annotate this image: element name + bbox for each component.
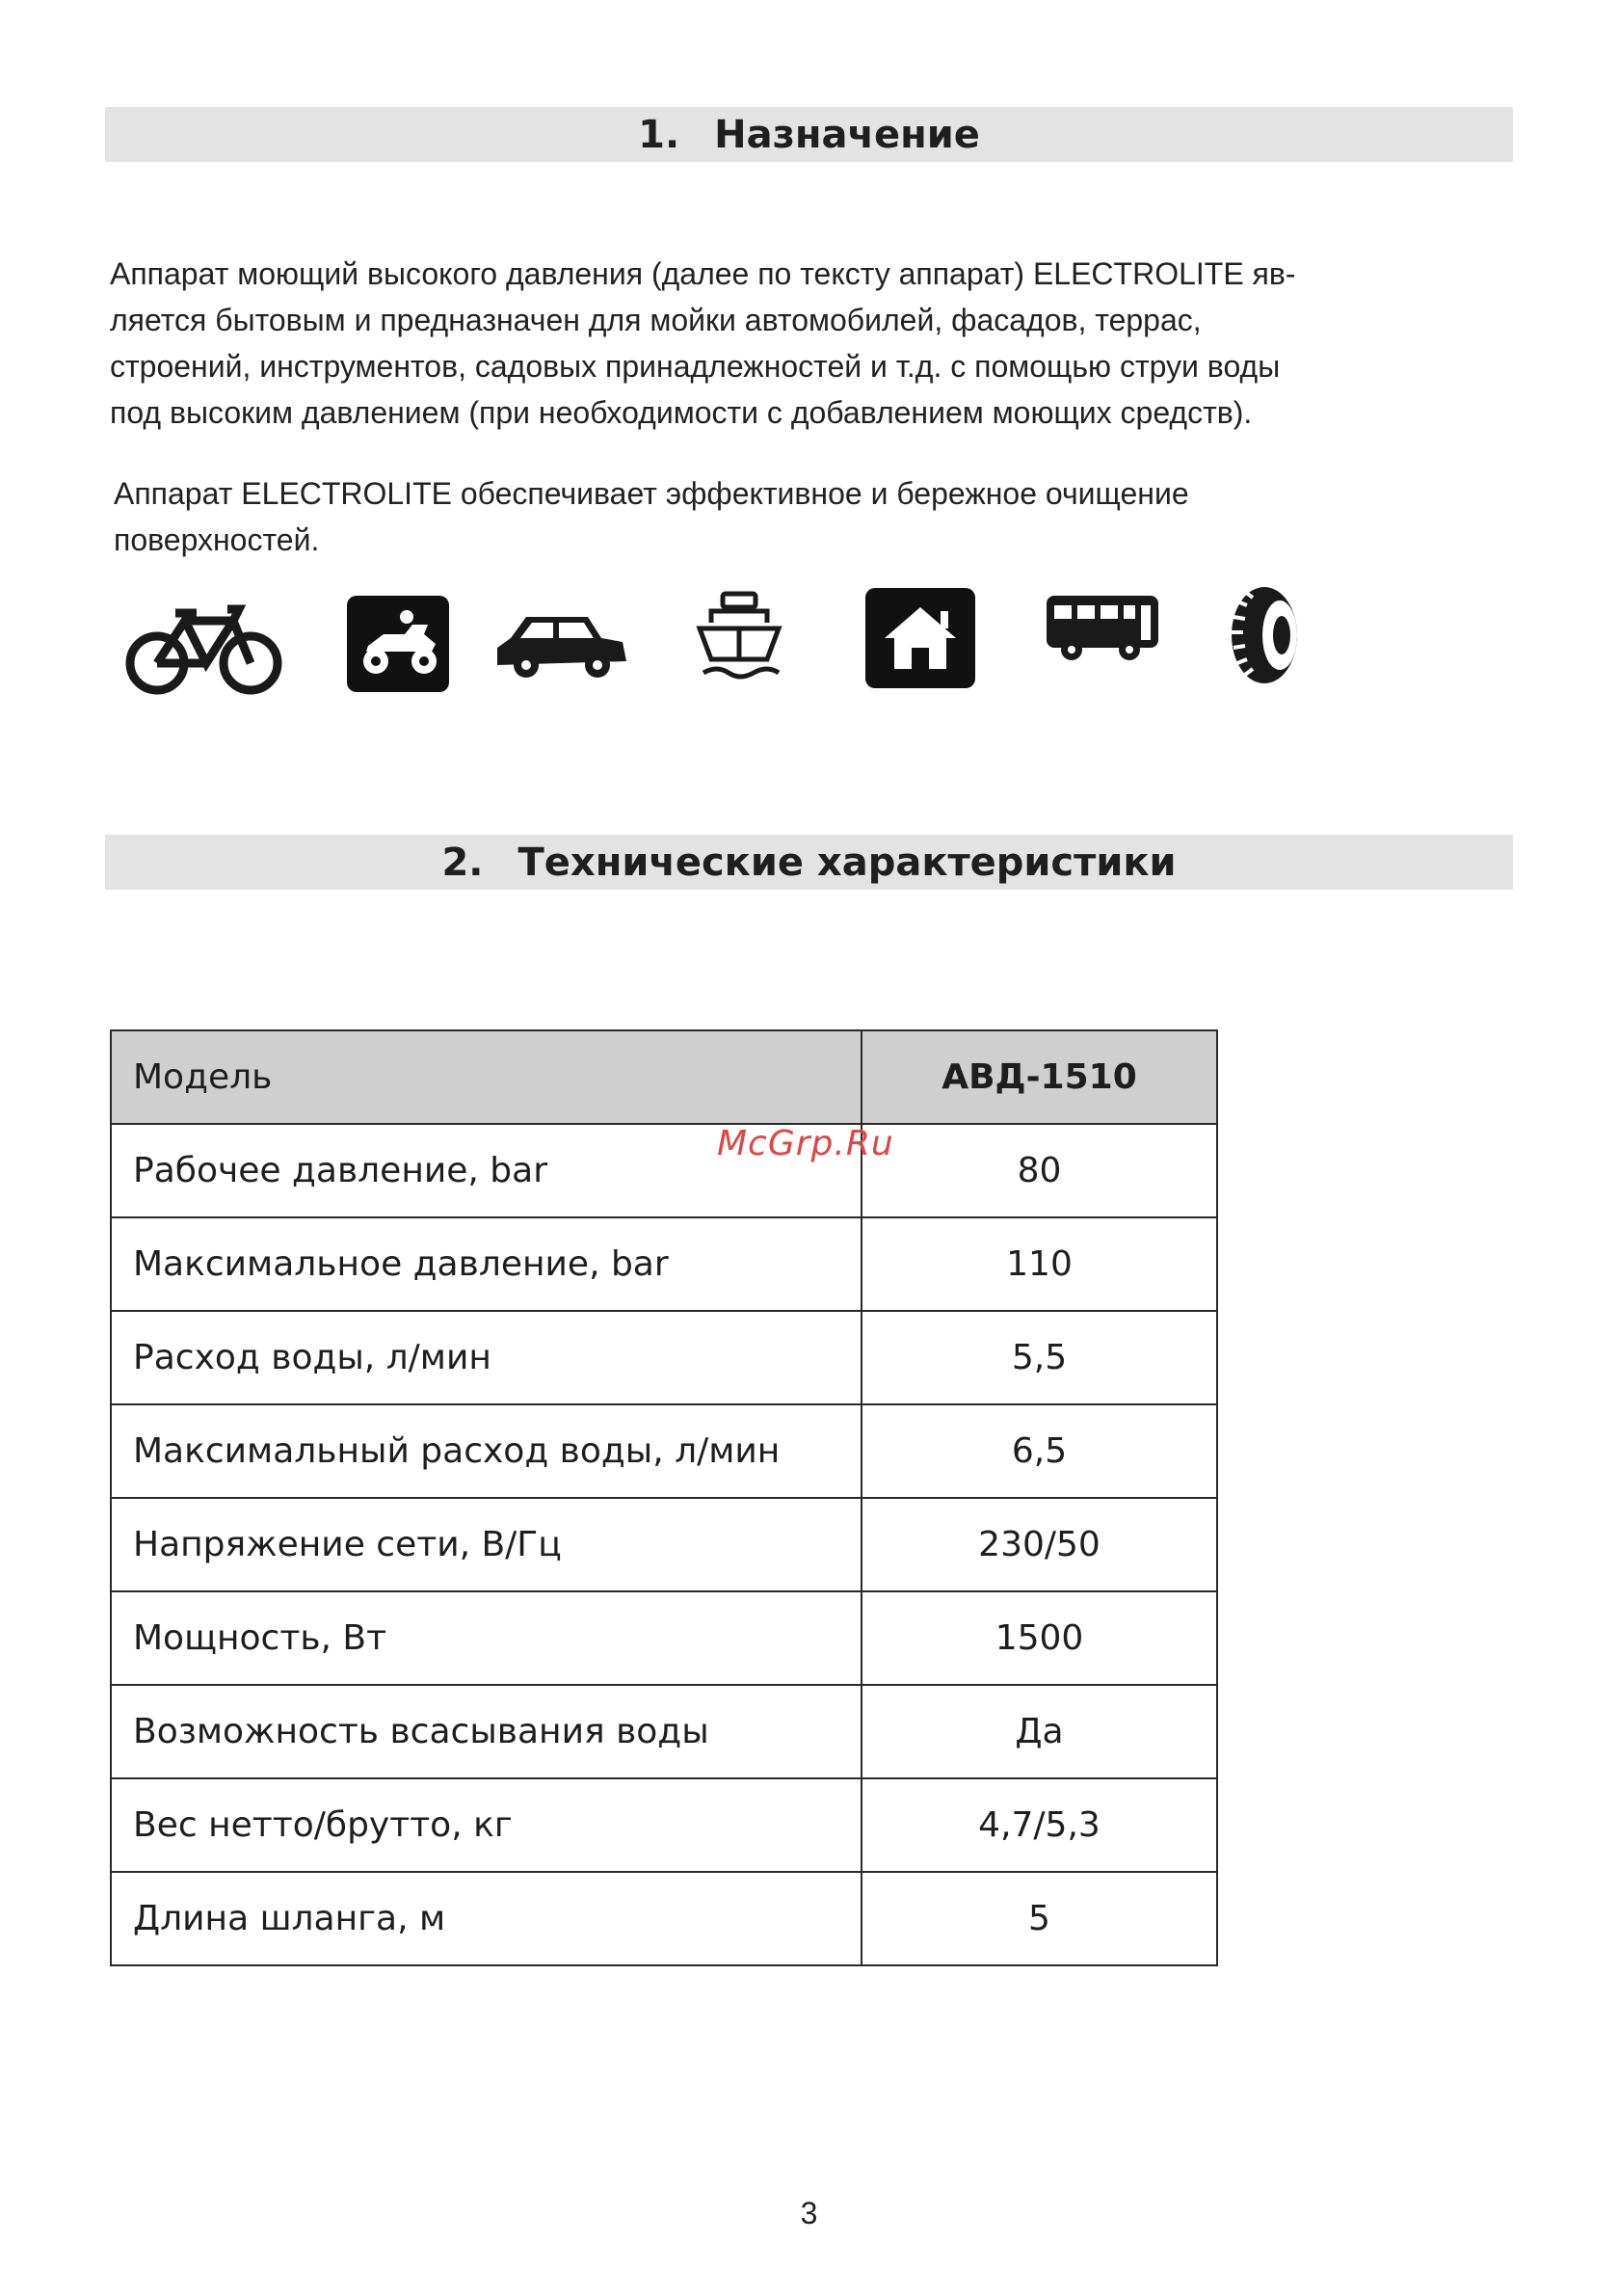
section-number: 2. [441,840,484,885]
table-header-row [111,1030,1217,1124]
header-cell-model: АВД-1510 [862,1030,1217,1124]
table-row [111,1217,1217,1311]
paragraph-line: строений, инструментов, садовых принадлежностей и т.д. с помощью струи воды [110,349,1281,384]
value-cell: Да [862,1685,1217,1778]
bus-icon [1045,592,1160,665]
parameter-cell: Длина шланга, м [111,1872,862,1965]
page-number: 3 [800,2196,818,2230]
parameter-cell: Максимальное давление, bar [111,1217,862,1311]
paragraph-line: Аппарат ELECTROLITE обеспечивает эффективное и бережное очищение [114,476,1189,511]
table-row [111,1591,1217,1685]
car-icon [493,609,628,681]
cleaning-paragraph [114,470,1501,563]
parameter-cell: Рабочее давление, bar [111,1124,862,1217]
paragraph-line: ляется бытовым и предназначен для мойки автомобилей, фасадов, террас, [110,303,1202,337]
tire-icon [1226,582,1313,688]
section-number: 1. [638,112,680,157]
parameter-cell: Расход воды, л/мин [111,1311,862,1404]
parameter-cell: Напряжение сети, В/Гц [111,1498,862,1591]
section-title: Технические характеристики [517,840,1177,885]
table-row [111,1124,1217,1217]
value-cell: 230/50 [862,1498,1217,1591]
specifications-table [110,1029,1218,1966]
table-row [111,1404,1217,1498]
paragraph-line: Аппарат моющий высокого давления (далее по тексту аппарат) ELECTROLITE яв- [110,256,1296,291]
table-row [111,1498,1217,1591]
section-2-heading [105,835,1513,890]
value-cell: 4,7/5,3 [862,1778,1217,1872]
application-icons [116,582,1359,698]
table-row [111,1872,1217,1965]
value-cell: 1500 [862,1591,1217,1685]
table-row [111,1778,1217,1872]
parameter-cell: Мощность, Вт [111,1591,862,1685]
parameter-cell: Максимальный расход воды, л/мин [111,1404,862,1498]
paragraph-line: под высоким давлением (при необходимости с добавлением моющих средств). [110,395,1253,430]
value-cell: 5 [862,1872,1217,1965]
table-row [111,1685,1217,1778]
section-title: Назначение [714,112,980,157]
bicycle-icon [125,601,284,698]
value-cell: 6,5 [862,1404,1217,1498]
value-cell: 80 [862,1124,1217,1217]
house-icon [865,588,975,688]
header-cell-parameter: Модель [111,1030,862,1124]
boat-icon [696,590,782,686]
value-cell: 5,5 [862,1311,1217,1404]
watermark: McGrp.Ru [717,1124,894,1163]
purpose-paragraph [110,251,1498,436]
parameter-cell: Вес нетто/брутто, кг [111,1778,862,1872]
value-cell: 110 [862,1217,1217,1311]
table-row [111,1311,1217,1404]
atv-icon [347,596,449,692]
section-1-heading [105,107,1513,162]
parameter-cell: Возможность всасывания воды [111,1685,862,1778]
paragraph-line: поверхностей. [114,522,320,557]
